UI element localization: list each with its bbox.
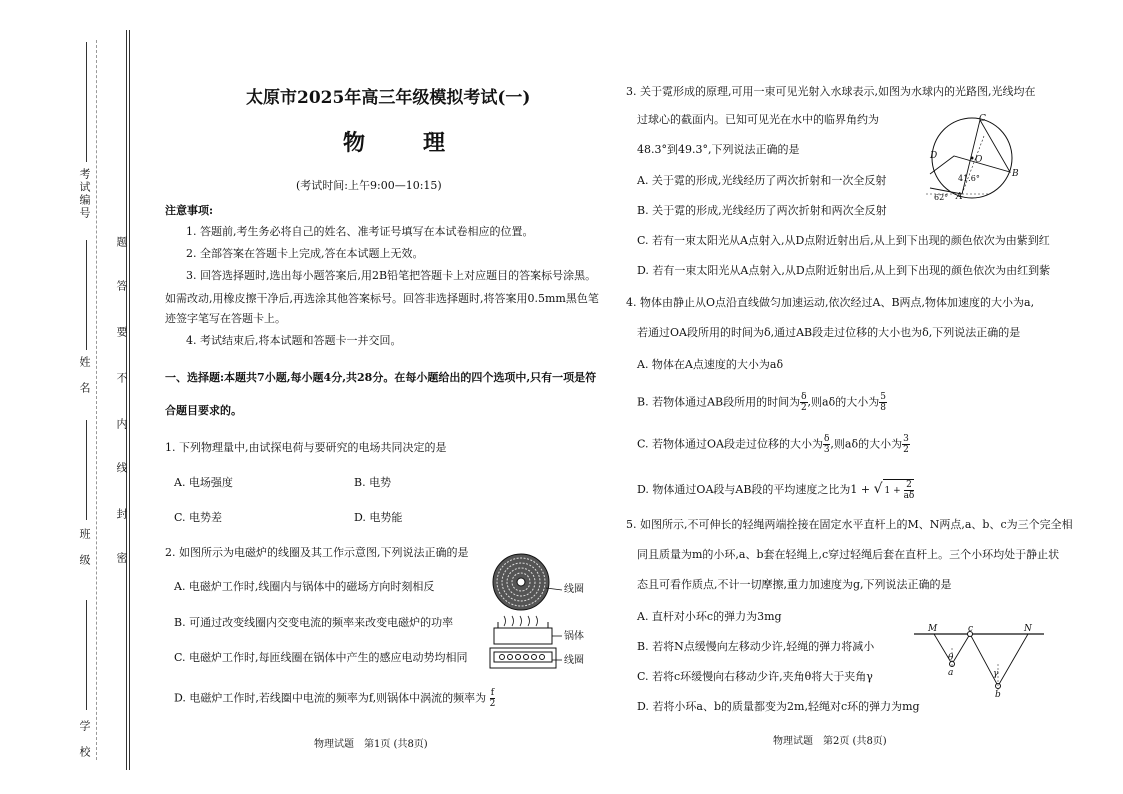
- coil-label: 线圈: [564, 655, 584, 666]
- question-5-line: 同且质量为m的小环,a、b套在轻绳上,c穿过轻绳后套在直杆上。三个小环均处于静止状: [637, 548, 1060, 561]
- note-item: 迹签字笔写在答题卡上。: [165, 312, 286, 325]
- option-b: B. 关于霓的形成,光线经历了两次折射和两次全反射: [637, 204, 887, 217]
- question-2-stem: 2. 如图所示为电磁炉的线圈及其工作示意图,下列说法正确的是: [165, 546, 469, 559]
- seal-char: 线: [115, 462, 128, 475]
- binding-line: [126, 30, 127, 770]
- option-b: B. 若将N点缓慢向左移动少许,轻绳的弹力将减小: [637, 640, 875, 653]
- option-c: C. 若将c环缓慢向右移动少许,夹角θ将大于夹角γ: [637, 670, 873, 683]
- option-d: D. 电势能: [354, 511, 403, 524]
- point-label: c: [968, 624, 974, 634]
- fraction: $\frac{\delta}{2}$: [800, 392, 807, 413]
- point-label: B: [1012, 169, 1019, 179]
- coil-diagram: [493, 554, 562, 610]
- option-a: A. 电磁炉工作时,线圈内与锅体中的磁场方向时刻相反: [174, 580, 435, 593]
- option-b: B. 若物体通过AB段所用的时间为 $\frac{\delta}{2}$ ,则aδ的大小为 $\frac{5}{8}$: [637, 392, 886, 413]
- option-c: C. 若有一束太阳光从A点射入,从D点附近射出后,从上到下出现的颜色依次为由紫到红: [637, 234, 1050, 247]
- section-heading: 合题目要求的。: [165, 404, 242, 417]
- point-label: b: [995, 690, 1001, 700]
- option-d: D. 物体通过OA段与AB段的平均速度之比为1 + √ 1 + $\frac{2}{a\delta}$: [637, 480, 915, 501]
- option-a: A. 电场强度: [174, 476, 233, 489]
- point-label: O: [975, 155, 983, 165]
- page-footer-left: 物理试题 第1页 (共8页): [314, 739, 428, 750]
- option-a: A. 直杆对小环c的弹力为3mg: [637, 610, 782, 623]
- class-label: 班 级: [78, 528, 91, 567]
- exam-number-label: 考试编号: [78, 168, 91, 220]
- question-4-line: 若通过OA段所用的时间为δ,通过AB段走过位移的大小也为δ,下列说法正确的是: [637, 326, 1021, 339]
- section-heading: 一、选择题:本题共7小题,每小题4分,共28分。在每小题给出的四个选项中,只有一项是符: [165, 371, 597, 384]
- fraction: $\frac{\delta}{3}$: [823, 434, 830, 455]
- angle-label: θ: [948, 653, 954, 663]
- subject-title: 物 理: [343, 130, 464, 156]
- name-line[interactable]: [86, 240, 87, 350]
- name-label: 姓 名: [78, 356, 91, 395]
- fraction: 1 + $\frac{2}{a\delta}$: [884, 480, 915, 501]
- coil-label: 线圈: [564, 584, 584, 595]
- note-item: 3. 回答选择题时,选出每小题答案后,用2B铅笔把答题卡上对应题目的答案标号涂黑。: [186, 269, 597, 282]
- option-d: D. 若将小环a、b的质量都变为2m,轻绳对c环的弹力为mg: [637, 700, 920, 713]
- point-label: D: [930, 151, 938, 161]
- question-3-line: 过球心的截面内。已知可见光在水中的临界角约为: [637, 113, 879, 126]
- page-footer-right: 物理试题 第2页 (共8页): [773, 736, 887, 747]
- fraction: $\frac{f}{2}$: [489, 688, 496, 709]
- seal-char: 密: [115, 552, 128, 565]
- question-4-line: 4. 物体由静止从O点沿直线做匀加速运动,依次经过A、B两点,物体加速度的大小为a,: [626, 296, 1035, 309]
- point-label: M: [928, 624, 938, 634]
- question-5-line: 5. 如图所示,不可伸长的轻绳两端拴接在固定水平直杆上的M、N两点,a、b、c为三个完全相: [626, 518, 1073, 531]
- exam-number-line[interactable]: [86, 42, 87, 162]
- option-d: [174, 688, 495, 709]
- exam-title: 太原市2025年高三年级模拟考试(一): [246, 88, 531, 108]
- pot-diagram: [490, 616, 562, 668]
- fraction: $\frac{3}{2}$: [903, 434, 909, 455]
- option-b: B. 电势: [354, 476, 392, 489]
- question-5-line: 态且可看作质点,不计一切摩擦,重力加速度为g,下列说法正确的是: [637, 578, 952, 591]
- option-a: A. 关于霓的形成,光线经历了两次折射和一次全反射: [637, 174, 887, 187]
- school-line[interactable]: [86, 600, 87, 710]
- question-1-stem: 1. 下列物理量中,由试探电荷与要研究的电场共同决定的是: [165, 441, 447, 454]
- option-a: A. 物体在A点速度的大小为aδ: [637, 358, 784, 371]
- exam-time: (考试时间:上午9:00—10:15): [296, 179, 442, 192]
- option-b: B. 可通过改变线圈内交变电流的频率来改变电磁炉的功率: [174, 616, 454, 629]
- seal-char: 题: [115, 236, 128, 249]
- fraction: $\frac{5}{8}$: [880, 392, 886, 413]
- point-label: N: [1024, 624, 1032, 634]
- pot-label: 锅体: [564, 631, 584, 642]
- question-3-line: 3. 关于霓形成的原理,可用一束可见光射入水球表示,如图为水球内的光路图,光线均在: [626, 85, 1036, 98]
- note-item: 1. 答题前,考生务必将自己的姓名、准考证号填写在本试卷相应的位置。: [186, 225, 534, 238]
- seal-char: 答: [115, 280, 128, 293]
- option-c: C. 电磁炉工作时,每匝线圈在锅体中产生的感应电动势均相同: [174, 651, 468, 664]
- note-item: 2. 全部答案在答题卡上完成,答在本试题上无效。: [186, 247, 424, 260]
- binding-line: [129, 30, 130, 770]
- angle-label: 41.6°: [958, 174, 980, 183]
- angle-label: 62°: [934, 193, 949, 202]
- notes-heading: 注意事项:: [165, 204, 214, 217]
- question-3-line: 48.3°到49.3°,下列说法正确的是: [637, 143, 800, 156]
- option-d: D. 若有一束太阳光从A点射入,从D点附近射出后,从上到下出现的颜色依次为由红到紫: [637, 264, 1051, 277]
- point-label: a: [948, 668, 954, 678]
- note-item: 4. 考试结束后,将本试题和答题卡一并交回。: [186, 334, 402, 347]
- seal-char: 内: [115, 418, 128, 431]
- class-line[interactable]: [86, 420, 87, 520]
- seal-char: 封: [115, 508, 128, 521]
- angle-label: γ: [993, 669, 999, 679]
- option-c: C. 若物体通过OA段走过位移的大小为 $\frac{\delta}{3}$ ,则aδ的大小为 $\frac{3}{2}$: [637, 434, 909, 455]
- seal-char: 不: [115, 372, 128, 385]
- point-label: C: [979, 114, 986, 124]
- option-c: C. 电势差: [174, 511, 223, 524]
- option-d-text: D. 电磁炉工作时,若线圈中电流的频率为f,则锅体中涡流的频率为: [174, 691, 487, 705]
- dashed-line: [96, 40, 97, 760]
- note-item: 如需改动,用橡皮擦干净后,再选涂其他答案标号。回答非选择题时,将答案用0.5mm黑色笔: [165, 292, 599, 305]
- school-label: 学 校: [78, 720, 91, 759]
- seal-char: 要: [115, 326, 128, 339]
- point-label: A: [956, 192, 963, 202]
